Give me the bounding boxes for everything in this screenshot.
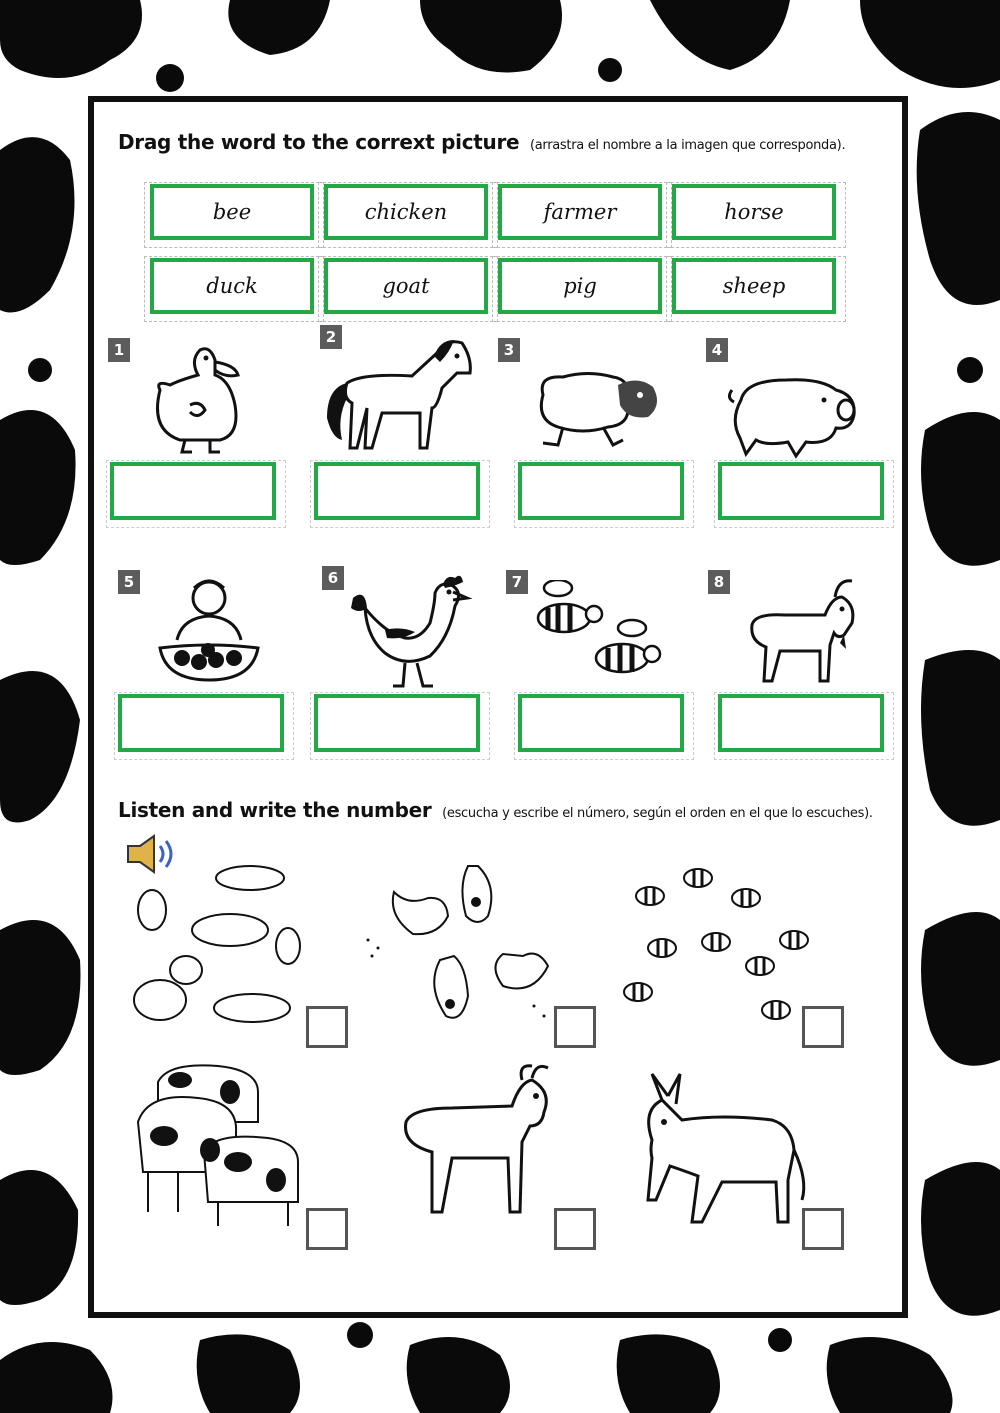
answer-box-goat[interactable] bbox=[554, 1208, 596, 1250]
drop-box-1[interactable] bbox=[110, 462, 276, 520]
word-card-sheep[interactable]: sheep bbox=[672, 258, 836, 314]
word-card-bee[interactable]: bee bbox=[150, 184, 314, 240]
section2-title-text: Listen and write the number bbox=[118, 798, 432, 822]
pigs-group-icon bbox=[120, 860, 310, 1032]
drop-box-4[interactable] bbox=[718, 462, 884, 520]
chicken-icon bbox=[345, 568, 475, 692]
word-card-duck[interactable]: duck bbox=[150, 258, 314, 314]
farmer-icon bbox=[152, 570, 266, 690]
goat-large-icon bbox=[392, 1062, 562, 1232]
section1-title bbox=[118, 130, 845, 154]
picture-number-7: 7 bbox=[506, 570, 528, 594]
picture-number-6: 6 bbox=[322, 566, 344, 590]
picture-number-3: 3 bbox=[498, 338, 520, 362]
answer-box-cows[interactable] bbox=[306, 1208, 348, 1250]
section1-title-text: Drag the word to the corrext picture bbox=[118, 130, 520, 154]
picture-number-2: 2 bbox=[320, 325, 342, 349]
answer-box-pigs[interactable] bbox=[306, 1006, 348, 1048]
answer-box-donkey[interactable] bbox=[802, 1208, 844, 1250]
picture-number-1: 1 bbox=[108, 338, 130, 362]
chickens-group-icon bbox=[358, 856, 558, 1032]
word-card-chicken[interactable]: chicken bbox=[324, 184, 488, 240]
donkey-icon bbox=[622, 1070, 818, 1230]
duck-icon bbox=[140, 340, 260, 460]
word-card-farmer[interactable]: farmer bbox=[498, 184, 662, 240]
drop-box-2[interactable] bbox=[314, 462, 480, 520]
sheep-icon bbox=[528, 365, 668, 455]
word-card-horse[interactable]: horse bbox=[672, 184, 836, 240]
drop-box-5[interactable] bbox=[118, 694, 284, 752]
drop-box-6[interactable] bbox=[314, 694, 480, 752]
section1-subtitle: (arrastra el nombre a la imagen que corresponda). bbox=[529, 138, 846, 153]
goat-icon bbox=[740, 575, 860, 689]
section2-subtitle: (escucha y escribe el número, según el orden en el que lo escuches). bbox=[442, 806, 873, 821]
drop-box-7[interactable] bbox=[518, 694, 684, 752]
picture-number-4: 4 bbox=[706, 338, 728, 362]
drop-box-8[interactable] bbox=[718, 694, 884, 752]
answer-box-chickens[interactable] bbox=[554, 1006, 596, 1048]
word-card-pig[interactable]: pig bbox=[498, 258, 662, 314]
bees-group-icon bbox=[620, 856, 820, 1032]
bee-icon bbox=[528, 580, 672, 690]
cows-group-icon bbox=[118, 1052, 318, 1232]
picture-number-5: 5 bbox=[118, 570, 140, 594]
horse-icon bbox=[322, 328, 482, 460]
section2-title bbox=[118, 798, 873, 822]
answer-box-bees[interactable] bbox=[802, 1006, 844, 1048]
drop-box-3[interactable] bbox=[518, 462, 684, 520]
pig-icon bbox=[726, 370, 860, 462]
word-card-goat[interactable]: goat bbox=[324, 258, 488, 314]
picture-number-8: 8 bbox=[708, 570, 730, 594]
